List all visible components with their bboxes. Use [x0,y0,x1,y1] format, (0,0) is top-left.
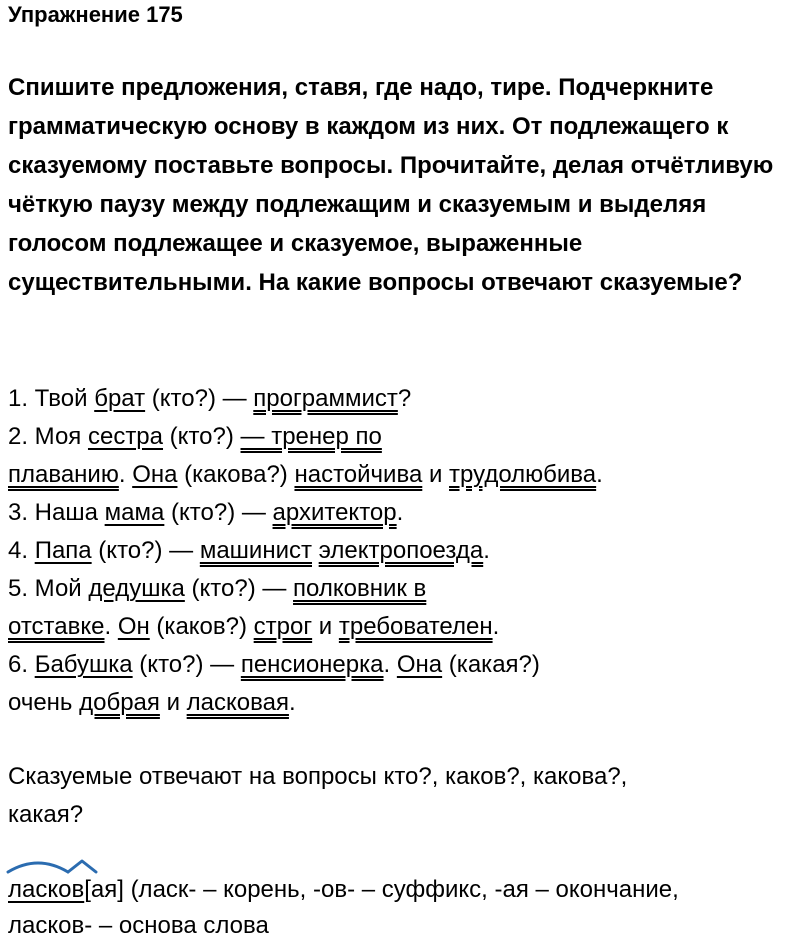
plain-text: (кто?) — [91,537,200,564]
subject-underlined: мама [104,499,165,526]
answer-line [8,876,679,904]
plain-text: и [159,689,187,716]
plain-text [312,537,319,564]
plain-text: . [288,689,296,716]
answer-line [8,613,499,641]
answer-line [8,801,83,829]
subject-underlined: ласков [8,876,85,903]
subject-underlined: дедушка [88,575,185,602]
plain-text: . [104,613,118,640]
plain-text: Сказуемые отвечают на вопросы кто?, каков?, какова?, [8,763,628,790]
subject-underlined: Папа [34,537,92,564]
subject-underlined: Он [117,613,150,640]
plain-text: (какова?) [177,461,295,488]
predicate-underlined: требователен [338,613,493,640]
plain-text: (кто?) — [184,575,294,602]
suffix-mark-icon [68,861,96,872]
answer-line [8,537,490,565]
plain-text: . [396,499,404,526]
morpheme-arcs-icon [6,852,106,876]
plain-text: ? [397,385,412,412]
answer-line [8,461,603,489]
plain-text: . [118,461,133,488]
exercise-title: Упражнение 175 [8,2,183,27]
plain-text: 3. Наша [8,499,105,526]
answer-line [8,575,426,603]
plain-text: очень [8,689,80,716]
predicate-underlined: машинист [199,537,312,564]
answer-line [8,689,296,717]
predicate-underlined: пенсионерка [240,651,384,678]
plain-text: . [596,461,603,488]
predicate-underlined: отставке [8,613,105,640]
plain-text: [ая] (ласк- – корень, -ов- – суффикс, -ая – окончание, [84,876,679,903]
predicate-underlined: добрая [79,689,160,716]
answer-line [8,385,411,413]
plain-text: (кто?) [163,423,241,450]
predicate-underlined: архитектор [272,499,397,526]
task-text: Спишите предложения, ставя, где надо, тире. Подчеркните грамматическую основу в каждом из них. От подлежащего к сказуемому поставьте вопросы. Прочитайте, делая отчётливую чёткую паузу между подлежащим и сказуемым и выделяя голосом подлежащее и сказуемое, выраженные существительными. На какие вопросы отвечают сказуемые? [8,74,774,296]
plain-text: 6. [8,651,35,678]
predicate-underlined: — тренер по [240,423,382,450]
plain-text: и [422,461,450,488]
plain-text: (какая?) [442,651,540,678]
plain-text: 1. Твой [8,385,95,412]
predicate-underlined: полковник в [293,575,427,602]
plain-text: и [312,613,339,640]
predicate-underlined: строг [253,613,313,640]
plain-text: . [383,651,397,678]
predicate-underlined: плаванию [8,461,119,488]
plain-text: ласков- – основа слова [8,912,269,939]
plain-text: 5. Мой [8,575,89,602]
predicate-underlined: ласковая [186,689,289,716]
plain-text: 2. Моя [8,423,88,450]
subject-underlined: Она [396,651,443,678]
plain-text: (кто?) — [145,385,254,412]
answer-line [8,423,382,451]
subject-underlined: Она [132,461,178,488]
predicate-underlined: электропоезда [318,537,484,564]
subject-underlined: Бабушка [34,651,133,678]
plain-text: 4. [8,537,35,564]
plain-text: (каков?) [149,613,254,640]
subject-underlined: брат [94,385,146,412]
answer-line [8,912,269,940]
plain-text: . [483,537,490,564]
answer-line [8,651,540,679]
plain-text: какая? [8,801,84,828]
answer-line [8,499,403,527]
answer-line [8,763,627,791]
root-arc-icon [8,863,68,872]
plain-text: (кто?) — [132,651,241,678]
plain-text: . [492,613,500,640]
plain-text: (кто?) — [164,499,273,526]
predicate-underlined: программист [253,385,398,412]
predicate-underlined: трудолюбива [449,461,597,488]
predicate-underlined: настойчива [294,461,423,488]
subject-underlined: сестра [87,423,164,450]
